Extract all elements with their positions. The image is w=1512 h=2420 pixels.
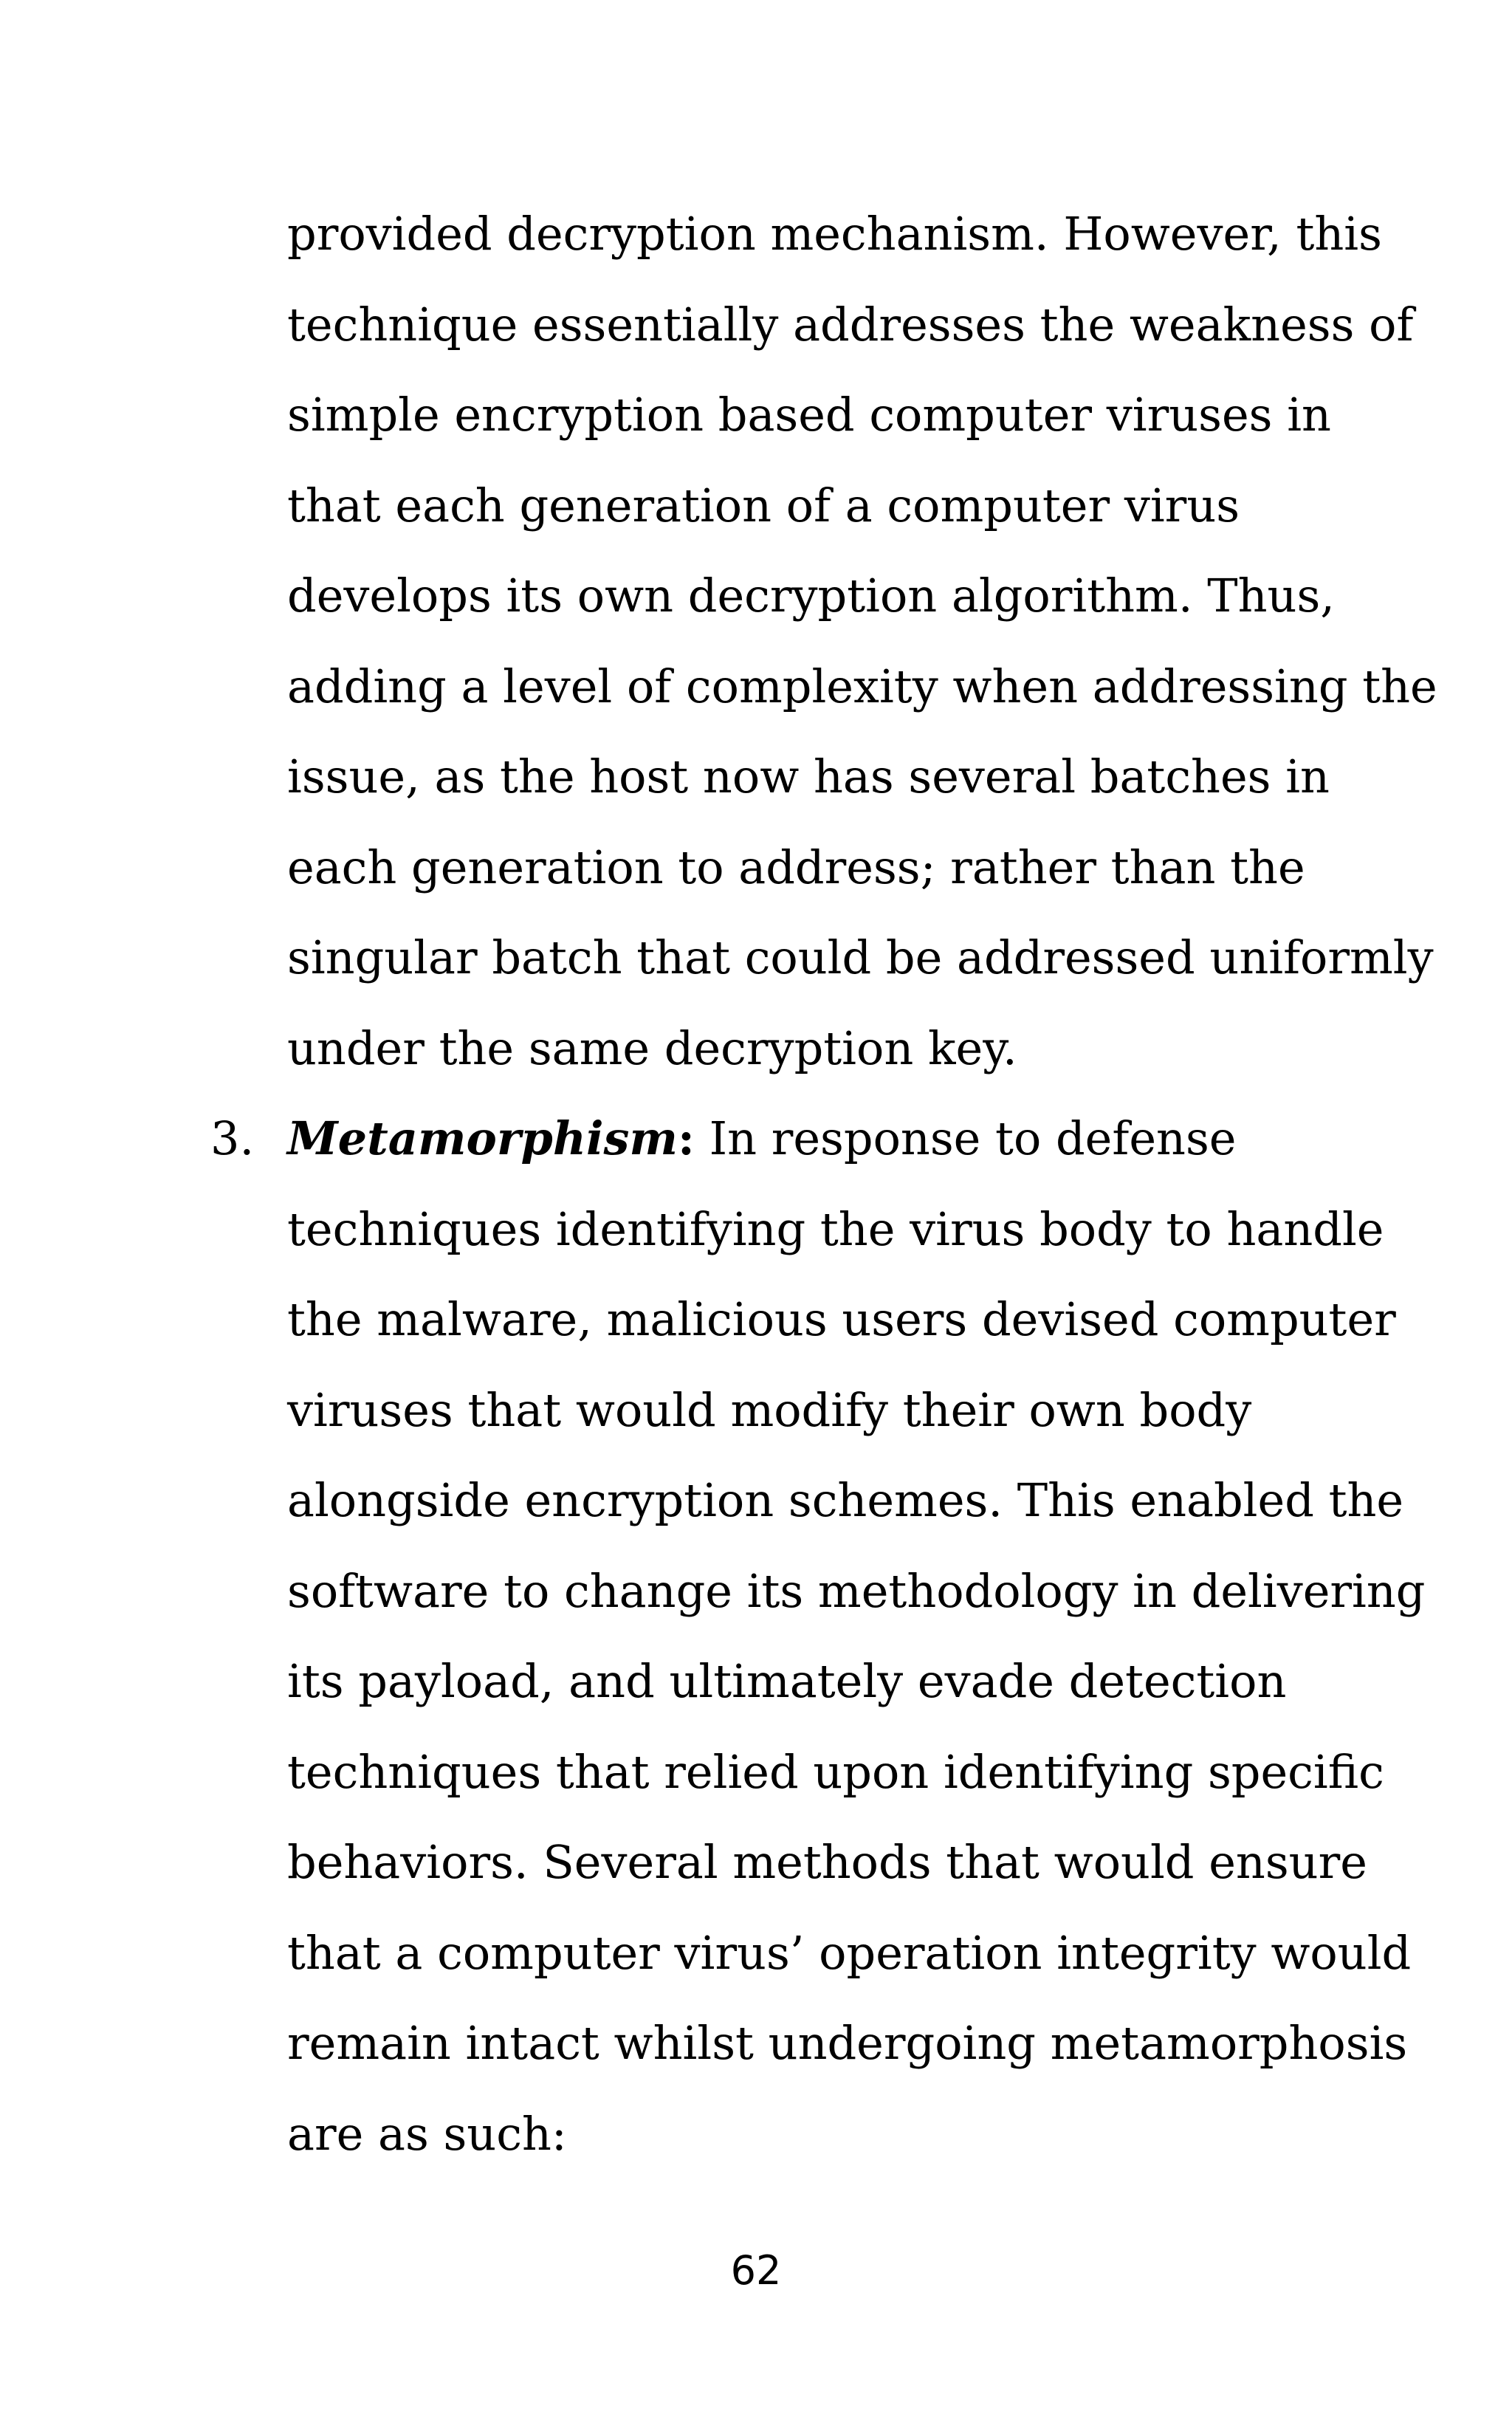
text-line: provided decryption mechanism. However, this bbox=[287, 207, 1382, 261]
list-item-first-line-text: In response to defense bbox=[694, 1111, 1237, 1165]
text-line: the malware, malicious users devised computer bbox=[287, 1292, 1396, 1346]
text-line: under the same decryption key. bbox=[287, 1021, 1017, 1075]
text-line: techniques identifying the virus body to handle bbox=[287, 1202, 1384, 1256]
text-line: are as such: bbox=[287, 2106, 567, 2161]
text-line: behaviors. Several methods that would ensure bbox=[287, 1835, 1367, 1889]
list-item-term: Metamorphism bbox=[287, 1111, 678, 1165]
text-line: software to change its methodology in delivering bbox=[287, 1563, 1426, 1618]
text-line: simple encryption based computer viruses in bbox=[287, 388, 1331, 442]
text-line: remain intact whilst undergoing metamorphosis bbox=[287, 2016, 1408, 2070]
text-line: each generation to address; rather than the bbox=[287, 840, 1305, 894]
text-line: singular batch that could be addressed uniformly bbox=[287, 930, 1434, 984]
text-line: alongside encryption schemes. This enabled the bbox=[287, 1473, 1404, 1527]
list-item-first-line bbox=[210, 1094, 1395, 1185]
text-line: adding a level of complexity when addressing the bbox=[287, 659, 1437, 713]
body-text bbox=[210, 189, 1437, 2179]
text-line: techniques that relied upon identifying specific bbox=[287, 1744, 1384, 1799]
list-item-number: 3. bbox=[210, 1111, 255, 1165]
text-line: develops its own decryption algorithm. Thus, bbox=[287, 569, 1336, 623]
list-item-colon: : bbox=[678, 1111, 695, 1165]
text-line: that each generation of a computer virus bbox=[287, 478, 1240, 532]
text-line: technique essentially addresses the weakness of bbox=[287, 297, 1414, 352]
text-line: that a computer virus’ operation integrity would bbox=[287, 1925, 1412, 1980]
page-number: 62 bbox=[730, 2247, 782, 2294]
text-line: issue, as the host now has several batches in bbox=[287, 750, 1330, 803]
text-line: its payload, and ultimately evade detection bbox=[287, 1654, 1287, 1708]
text-line: viruses that would modify their own body bbox=[287, 1382, 1252, 1437]
